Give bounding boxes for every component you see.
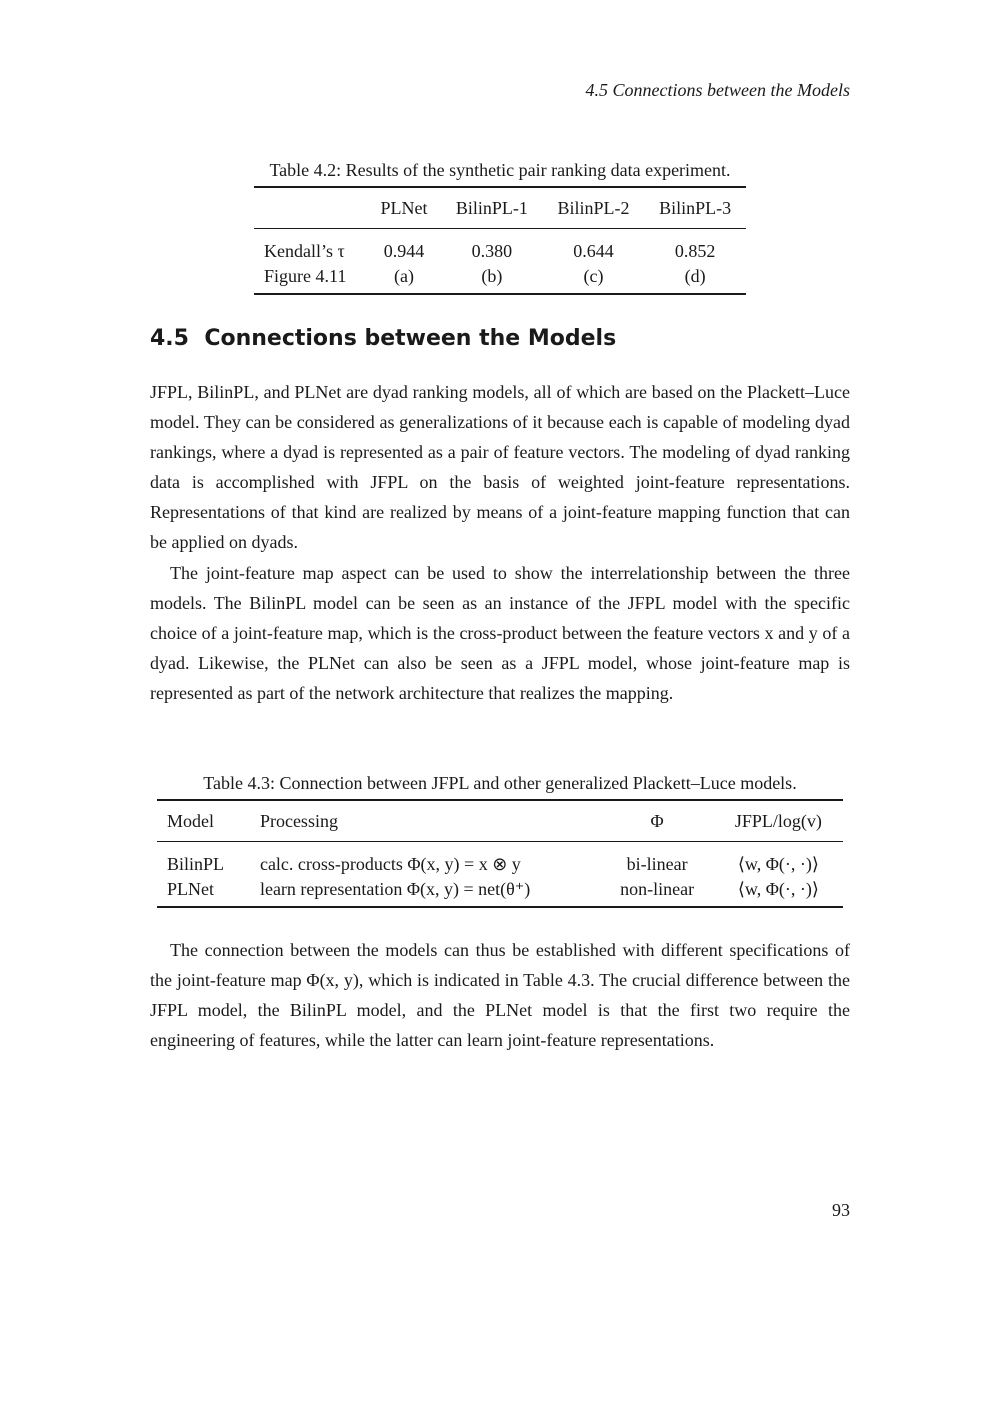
- table-row: [254, 229, 746, 264]
- section-number: 4.5: [150, 326, 189, 351]
- table-cell: (a): [394, 265, 415, 286]
- table-row: [157, 876, 843, 907]
- table-cell: Kendall’s τ: [264, 240, 345, 261]
- section-title: Connections between the Models: [204, 326, 617, 351]
- table-4-2-caption: Table 4.2: Results of the synthetic pair ranking data experiment.: [269, 160, 731, 180]
- table-header-cell: Φ: [650, 810, 664, 831]
- table-cell: non-linear: [620, 878, 695, 899]
- table-4-3-caption: Table 4.3: Connection between JFPL and other generalized Plackett–Luce models.: [203, 773, 797, 793]
- table-cell: 0.944: [383, 240, 425, 261]
- paragraph: The connection between the models can thus be established with different specifications of the joint-feature map Φ(x, y), which is indicated in Table 4.3. The crucial difference between the JFPL model, the BilinPL model, and the PLNet model is that the first two require the engineering of features, while the latter can learn joint-feature representations.: [150, 940, 850, 1050]
- table-cell: PLNet: [167, 878, 214, 899]
- table-header-cell: BilinPL-2: [557, 197, 630, 218]
- running-head: 4.5 Connections between the Models: [585, 80, 850, 100]
- page-number: 93: [832, 1200, 850, 1220]
- paragraph: The joint-feature map aspect can be used to show the interrelationship between the three models. The BilinPL model can be seen as an instance of the JFPL model with the specific choice of a joint-feature map, which is the cross-product between the feature vectors x and y of a dyad. Likewise, the PLNet can also be seen as a JFPL model, whose joint-feature map is represented as part of the network architecture that realizes the mapping.: [150, 563, 850, 703]
- table-cell: calc. cross-products Φ(x, y) = x ⊗ y: [259, 853, 521, 874]
- table-cell: 0.852: [674, 240, 716, 261]
- table-header-cell: [254, 187, 367, 229]
- table-header-cell: JFPL/log(v): [734, 810, 822, 831]
- table-cell: BilinPL: [167, 853, 225, 874]
- connection-table: [157, 799, 843, 908]
- table-cell: 0.380: [471, 240, 513, 261]
- table-cell: bi-linear: [626, 853, 688, 874]
- table-header-cell: BilinPL-1: [455, 197, 528, 218]
- paragraph: JFPL, BilinPL, and PLNet are dyad ranking models, all of which are based on the Plackett–Luce model. They can be considered as generalizations of it because each is capable of modeling dyad rankings, where a dyad is represented as a pair of feature vectors. The modeling of dyad ranking data is accomplished with JFPL on the basis of weighted joint-feature representations. Representations of that kind are realized by means of a joint-feature mapping function that can be applied on dyads.: [150, 382, 850, 552]
- table-cell: Figure 4.11: [264, 265, 347, 286]
- table-row: [157, 842, 843, 877]
- table-header-cell: Model: [167, 810, 214, 831]
- table-cell: (b): [481, 265, 503, 286]
- table-cell: ⟨w, Φ(·, ·)⟩: [737, 853, 819, 874]
- table-cell: (c): [583, 265, 604, 286]
- table-header-cell: BilinPL-3: [659, 197, 732, 218]
- table-header-cell: Processing: [259, 810, 338, 831]
- results-table: [254, 186, 746, 295]
- table-cell: ⟨w, Φ(·, ·)⟩: [737, 878, 819, 899]
- table-row: [254, 263, 746, 294]
- table-cell: learn representation Φ(x, y) = net(θ⁺): [259, 878, 531, 899]
- table-cell: (d): [684, 265, 706, 286]
- section-heading: [150, 326, 616, 351]
- table-header-cell: PLNet: [380, 197, 428, 218]
- table-cell: 0.644: [573, 240, 614, 261]
